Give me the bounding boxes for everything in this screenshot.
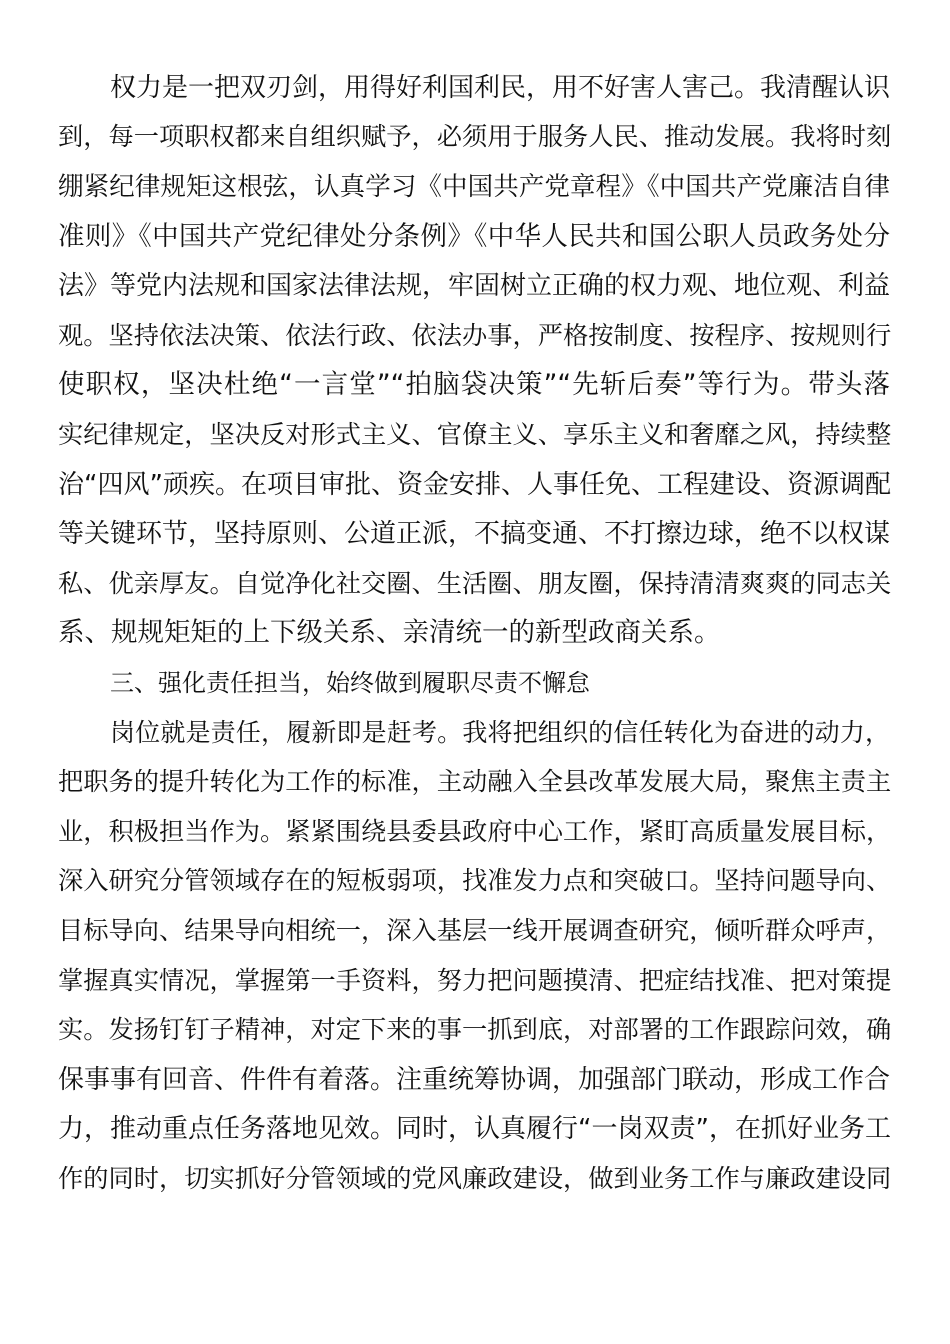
section-heading: 三、强化责任担当，始终做到履职尽责不懈怠: [110, 669, 590, 697]
paragraph-line: 权力是一把双刃剑，用得好利国利民，用不好害人害己。我清醒认识: [110, 73, 891, 103]
paragraph-line: 岗位就是责任，履新即是赶考。我将把组织的信任转化为奋进的动力，: [110, 718, 890, 747]
paragraph-line: 业，积极担当作为。紧紧围绕县委县政府中心工作，紧盯高质量发展目标，: [58, 817, 892, 846]
paragraph-line: 私、优亲厚友。自觉净化社交圈、生活圈、朋友圈，保持清清爽爽的同志关: [58, 569, 892, 598]
paragraph-line: 绷紧纪律规矩这根弦，认真学习《中国共产党章程》《中国共产党廉洁自律: [58, 172, 890, 202]
paragraph-line: 到，每一项职权都来自组织赋予，必须用于服务人民、推动发展。我将时刻: [58, 122, 892, 151]
paragraph-line: 治“四风”顽疾。在项目审批、资金安排、人事任免、工程建设、资源调配: [58, 470, 891, 500]
paragraph-line: 等关键环节，坚持原则、公道正派，不搞变通、不打擦边球，绝不以权谋: [58, 519, 891, 549]
paragraph-line: 把职务的提升转化为工作的标准，主动融入全县改革发展大局，聚焦主责主: [58, 767, 892, 796]
paragraph-line: 实。发扬钉钉子精神，对定下来的事一抓到底，对部署的工作跟踪问效，确: [58, 1015, 892, 1044]
paragraph-line: 力，推动重点任务落地见效。同时，认真履行“一岗双责”，在抓好业务工: [58, 1114, 891, 1144]
paragraph-line: 掌握真实情况，掌握第一手资料，努力把问题摸清、把症结找准、把对策提: [58, 966, 892, 995]
paragraph-line-last: 系、规规矩矩的上下级关系、亲清统一的新型政商关系。: [58, 617, 721, 648]
paragraph-line: 作的同时，切实抓好分管领域的党风廉政建设，做到业务工作与廉政建设同: [58, 1164, 892, 1193]
paragraph-line: 目标导向、结果导向相统一，深入基层一线开展调查研究，倾听群众呼声，: [58, 916, 892, 945]
paragraph-line: 法》等党内法规和国家法律法规，牢固树立正确的权力观、地位观、利益: [58, 271, 891, 301]
paragraph-line: 使职权，坚决杜绝“一言堂”“拍脑袋决策”“先斩后奏”等行为。带头落: [58, 369, 890, 400]
paragraph-line: 实纪律规定，坚决反对形式主义、官僚主义、享乐主义和奢靡之风，持续整: [58, 420, 892, 449]
paragraph-line: 保事事有回音、件件有着落。注重统筹协调，加强部门联动，形成工作合: [58, 1065, 891, 1095]
paragraph-line: 准则》《中国共产党纪律处分条例》《中华人民共和国公职人员政务处分: [58, 221, 890, 252]
paragraph-line: 深入研究分管领域存在的短板弱项，找准发力点和突破口。坚持问题导向、: [58, 866, 892, 895]
paragraph-line: 观。坚持依法决策、依法行政、依法办事，严格按制度、按程序、按规则行: [58, 321, 892, 350]
